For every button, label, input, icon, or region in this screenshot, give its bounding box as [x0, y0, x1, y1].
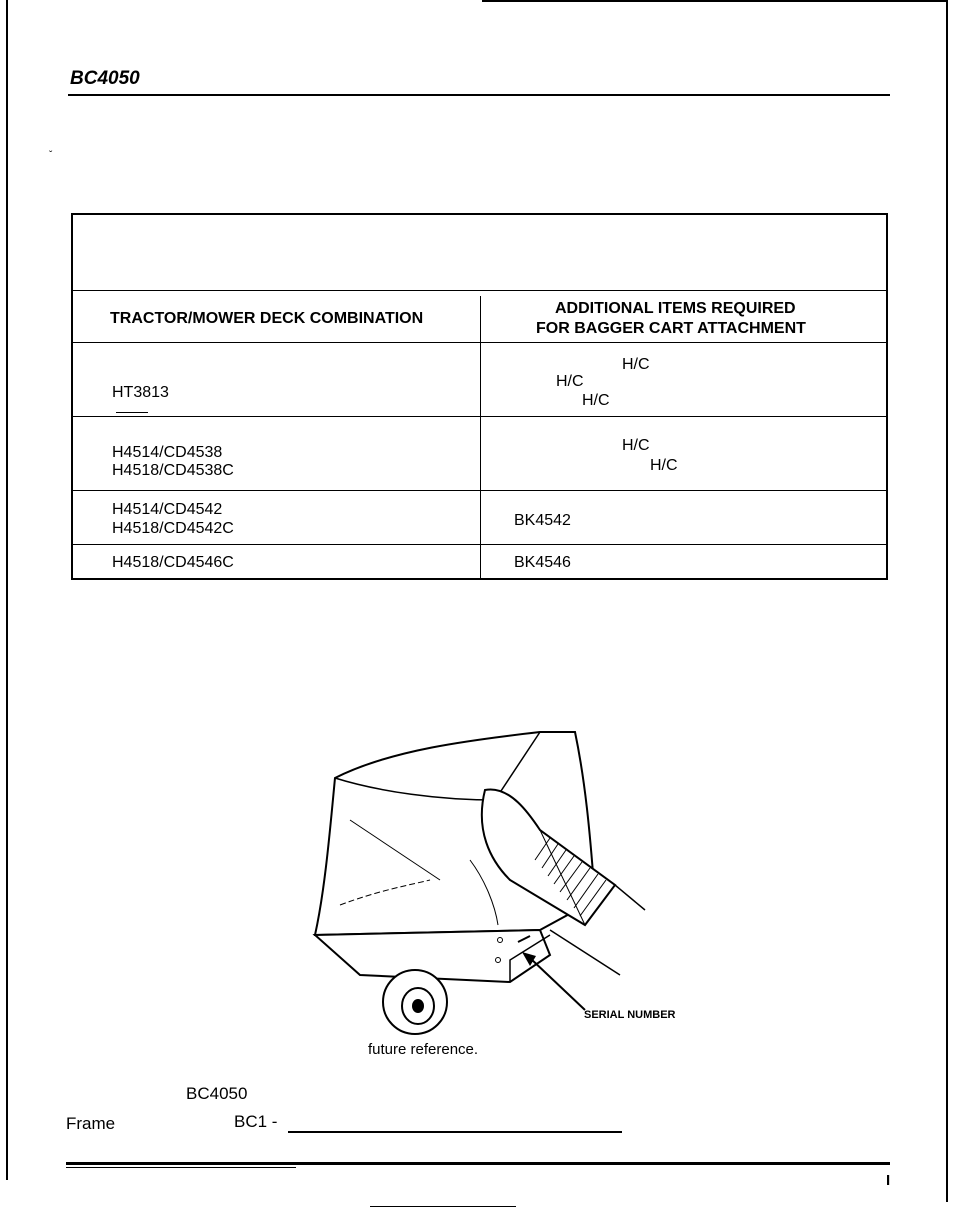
- row3-right-1: BK4542: [514, 512, 571, 529]
- row1-dash-mark: [116, 412, 148, 413]
- footer-rule-thin: [66, 1167, 296, 1168]
- form-model: BC4050: [186, 1084, 248, 1103]
- frame-label: Frame: [66, 1114, 116, 1133]
- bottom-scan-line: [370, 1206, 516, 1207]
- serial-number-label: SERIAL NUMBER: [584, 1009, 676, 1021]
- table-col-divider: [480, 296, 481, 578]
- page-mark: I: [886, 1172, 891, 1189]
- footer-rule-thick: [66, 1162, 890, 1165]
- header-rule: [68, 94, 890, 96]
- row4-right-1: BK4546: [514, 554, 571, 571]
- bagger-cart-illustration: [240, 720, 690, 1040]
- top-border: [482, 0, 948, 2]
- row1-right-3: H/C: [582, 392, 610, 409]
- row3-left-1: H4514/CD4542: [112, 501, 223, 518]
- header-model: BC4050: [70, 68, 140, 89]
- row2-right-2: H/C: [650, 457, 678, 474]
- frame-number-field[interactable]: [288, 1131, 622, 1133]
- row1-right-2: H/C: [556, 373, 584, 390]
- figure-caption: future reference.: [368, 1041, 479, 1058]
- right-border: [946, 0, 948, 1202]
- left-border: [6, 0, 8, 1180]
- row1-right-1: H/C: [622, 356, 650, 373]
- row2-left-2: H4518/CD4538C: [112, 462, 234, 479]
- table-title-rule: [73, 290, 886, 291]
- row2-right-1: H/C: [622, 437, 650, 454]
- col-right-header-line2: FOR BAGGER CART ATTACHMENT: [536, 320, 806, 337]
- row3-left-2: H4518/CD4542C: [112, 520, 234, 537]
- frame-prefix: BC1 -: [234, 1112, 278, 1131]
- col-left-header: TRACTOR/MOWER DECK COMBINATION: [110, 310, 424, 327]
- row1-left-1: HT3813: [112, 384, 169, 401]
- row2-left-1: H4514/CD4538: [112, 444, 223, 461]
- stray-mark: ˇ: [49, 150, 53, 161]
- col-right-header-line1: ADDITIONAL ITEMS REQUIRED: [555, 300, 796, 317]
- row4-left-1: H4518/CD4546C: [112, 554, 234, 571]
